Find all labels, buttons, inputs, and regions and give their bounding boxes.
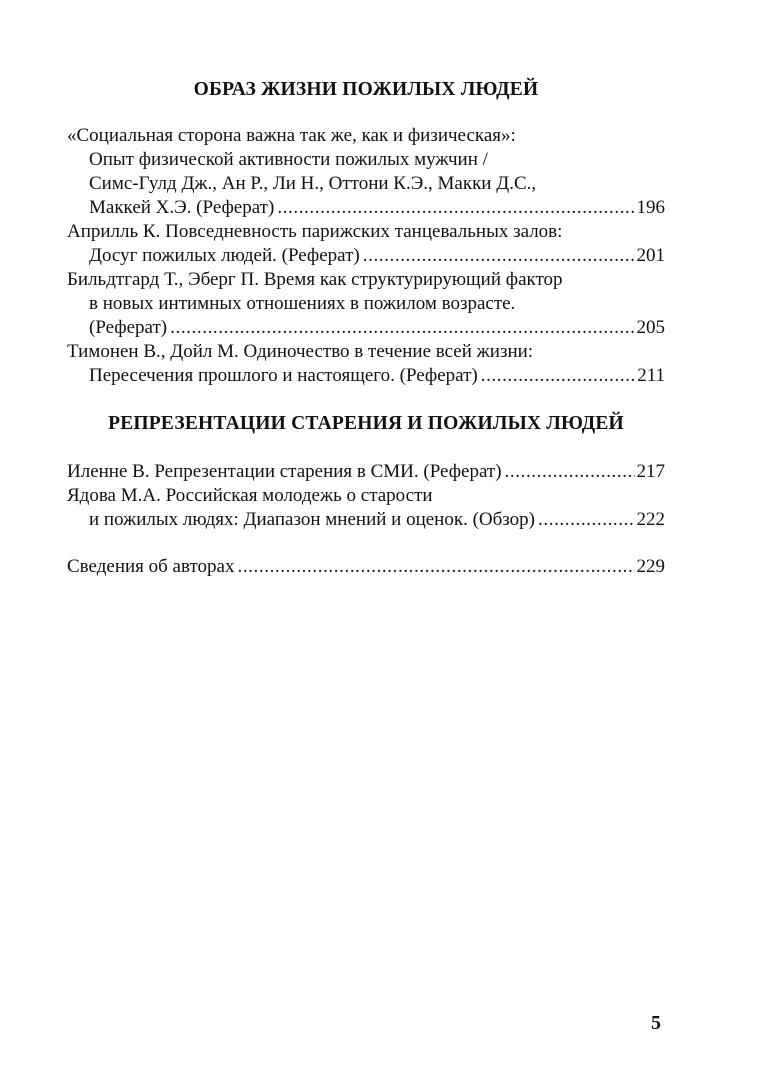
entry-line: «Социальная сторона важна так же, как и физическая»: <box>67 125 516 146</box>
page-number: 5 <box>651 1012 661 1034</box>
page-ref: 201 <box>636 245 665 266</box>
entry-line: Сведения об авторах <box>67 556 235 577</box>
entry-line: Тимонен В., Дойл М. Одиночество в течение всей жизни: <box>67 341 534 362</box>
toc-entry-authors <box>67 555 665 579</box>
entry-line: Досуг пожилых людей. (Реферат) <box>89 245 360 266</box>
entry-last-line <box>67 364 665 388</box>
entry-line: в новых интимных отношениях в пожилом возрасте. <box>89 293 516 314</box>
toc-section <box>67 124 665 388</box>
entry-line: Симс-Гулд Дж., Ан Р., Ли Н., Оттони К.Э., Макки Д.С., <box>89 173 537 194</box>
table-of-contents <box>67 78 665 579</box>
toc-entry <box>67 268 665 340</box>
dot-leader <box>237 555 634 579</box>
entry-line: Маккей Х.Э. (Реферат) <box>89 197 275 218</box>
toc-entry <box>67 220 665 268</box>
page-ref: 211 <box>637 365 665 386</box>
page-ref: 229 <box>636 556 665 577</box>
entry-line: Опыт физической активности пожилых мужчин / <box>89 149 488 170</box>
toc-entry <box>67 124 665 220</box>
entry-last-line <box>67 555 665 579</box>
dot-leader <box>505 460 635 484</box>
page-ref: 196 <box>636 197 665 218</box>
page-ref: 222 <box>636 509 665 530</box>
entry-last-line <box>67 508 665 532</box>
dot-leader <box>538 508 634 532</box>
entry-line: Бильдтгард Т., Эберг П. Время как структурирующий фактор <box>67 269 563 290</box>
entry-last-line <box>67 316 665 340</box>
toc-entry <box>67 484 665 532</box>
dot-leader <box>363 244 635 268</box>
entry-last-line <box>67 196 665 220</box>
section-title: ОБРАЗ ЖИЗНИ ПОЖИЛЫХ ЛЮДЕЙ <box>193 79 539 100</box>
entry-line: Иленне В. Репрезентации старения в СМИ. (Реферат) <box>67 461 502 482</box>
toc-entry <box>67 340 665 388</box>
entry-line: (Реферат) <box>89 317 168 338</box>
section-title: РЕПРЕЗЕНТАЦИИ СТАРЕНИЯ И ПОЖИЛЫХ ЛЮДЕЙ <box>108 413 624 434</box>
entry-line: Ядова М.А. Российская молодежь о старости <box>67 485 433 506</box>
dot-leader <box>170 316 634 340</box>
entry-last-line <box>67 244 665 268</box>
dot-leader <box>277 196 634 220</box>
page-ref: 205 <box>636 317 665 338</box>
entry-line: Пересечения прошлого и настоящего. (Реферат) <box>89 365 478 386</box>
entry-line: Априлль К. Повседневность парижских танцевальных залов: <box>67 221 563 242</box>
entry-line: и пожилых людях: Диапазон мнений и оценок. (Обзор) <box>89 509 536 530</box>
page-ref: 217 <box>636 461 665 482</box>
dot-leader <box>481 364 635 388</box>
toc-entry <box>67 460 665 484</box>
toc-section <box>67 460 665 579</box>
entry-last-line <box>67 460 665 484</box>
